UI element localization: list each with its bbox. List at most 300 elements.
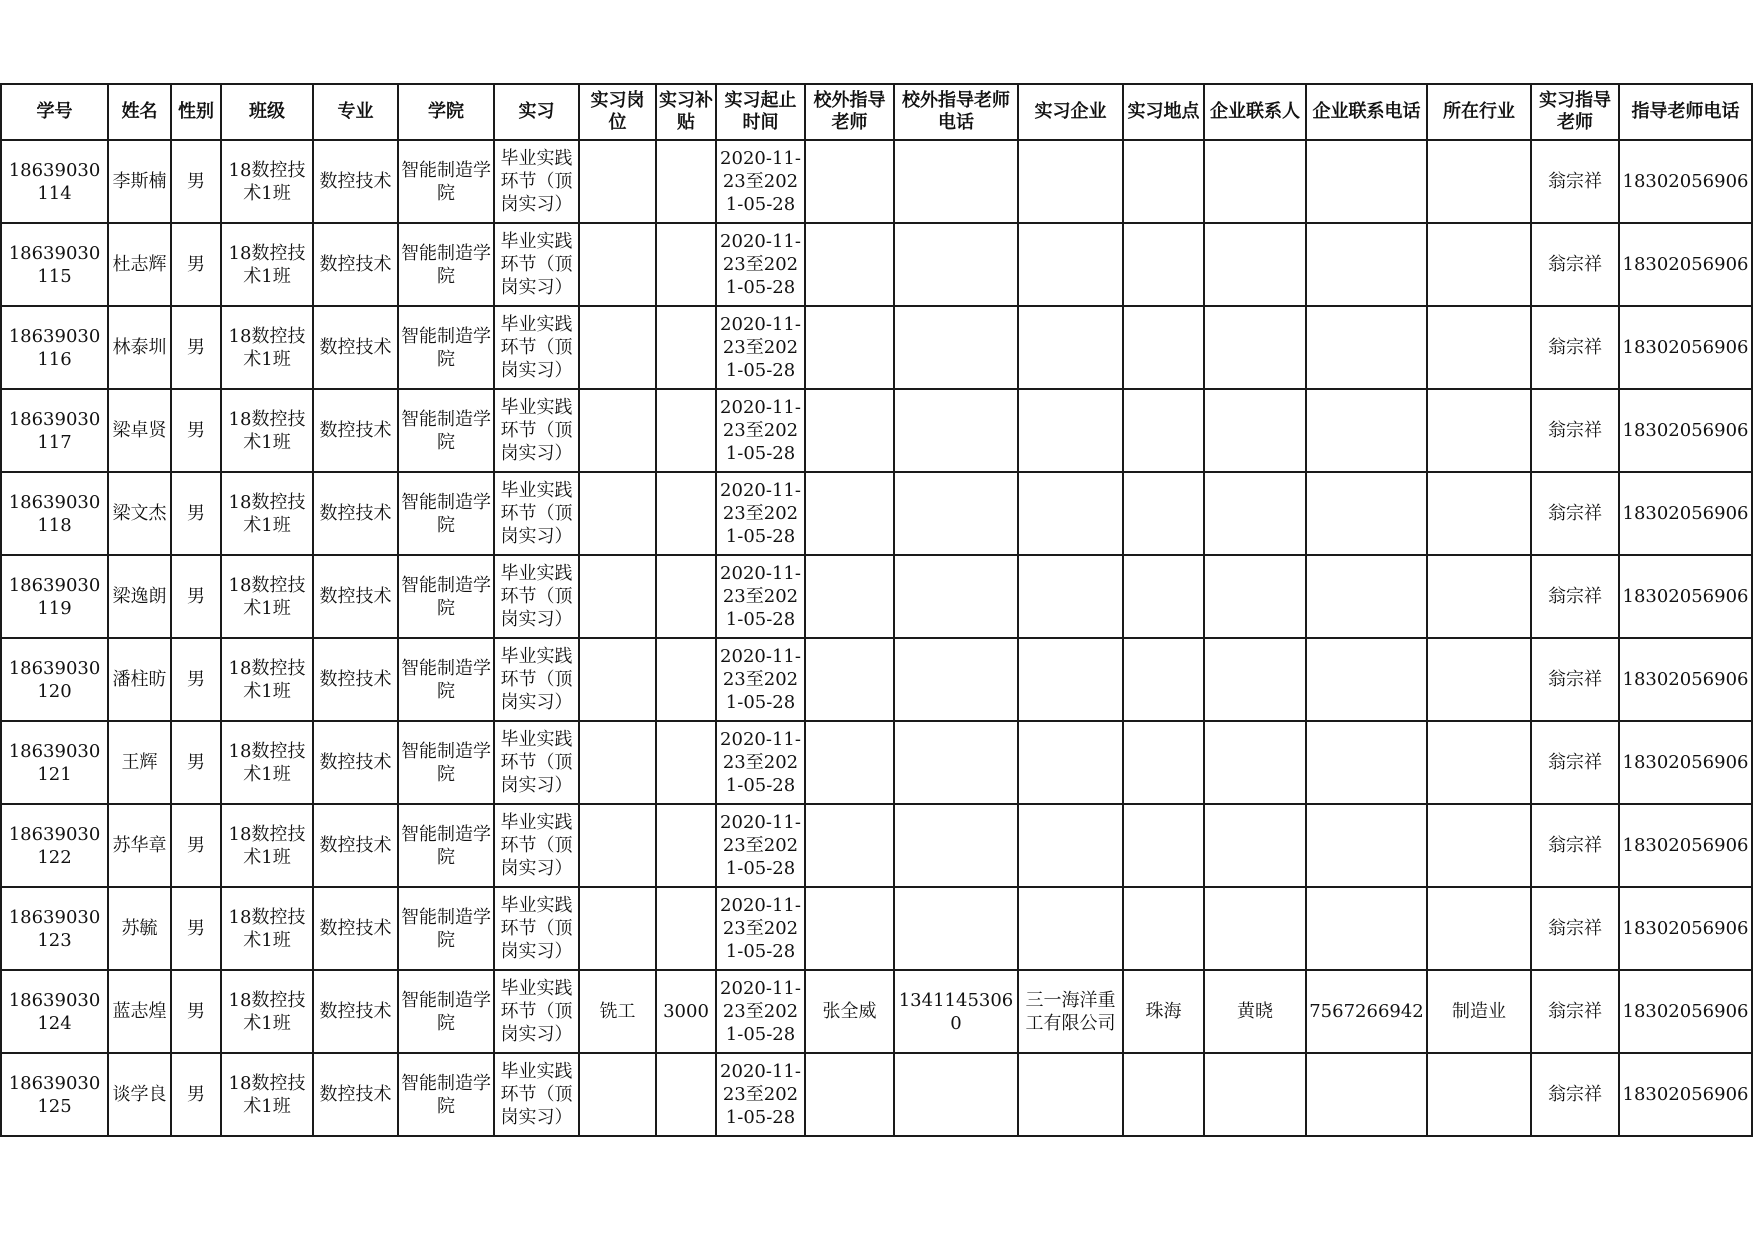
cell-text: 18302056906 — [1622, 171, 1749, 192]
table-header — [1, 84, 1752, 140]
table-cell — [1306, 389, 1427, 472]
table-cell — [1, 555, 108, 638]
cell-text: 2020-11-23至2021-05-28 — [720, 148, 801, 215]
cell-text: 18639030116 — [8, 325, 101, 370]
cell-text: 3000 — [663, 1001, 709, 1022]
table-cell — [656, 721, 716, 804]
table-cell — [1018, 721, 1123, 804]
table-cell — [1, 638, 108, 721]
cell-text: 18639030120 — [8, 657, 101, 702]
table-cell — [1619, 223, 1752, 306]
cell-text: 2020-11-23至2021-05-28 — [720, 812, 801, 879]
cell-text: 三一海洋重工有限公司 — [1025, 989, 1116, 1034]
table-cell — [494, 306, 579, 389]
table-cell — [1123, 306, 1204, 389]
table-cell — [1427, 223, 1531, 306]
cell-text: 数控技术 — [319, 835, 392, 856]
cell-text: 2020-11-23至2021-05-28 — [720, 978, 801, 1045]
cell-text: 2020-11-23至2021-05-28 — [720, 397, 801, 464]
table-cell — [221, 555, 313, 638]
table-body — [1, 140, 1752, 1136]
table-cell — [579, 140, 656, 223]
cell-text: 智能制造学院 — [401, 989, 491, 1034]
table-cell — [313, 472, 398, 555]
table-cell — [894, 140, 1018, 223]
cell-text: 男 — [187, 586, 205, 607]
table-cell — [1, 389, 108, 472]
cell-text: 翁宗祥 — [1548, 586, 1602, 607]
cell-text: 数控技术 — [319, 918, 392, 939]
cell-text: 18数控技术1班 — [228, 657, 306, 702]
table-row — [1, 1053, 1752, 1136]
table-cell — [1306, 555, 1427, 638]
table-cell — [171, 638, 221, 721]
table-cell — [1018, 1053, 1123, 1136]
table-cell — [1531, 306, 1619, 389]
table-cell — [494, 140, 579, 223]
table-cell — [313, 555, 398, 638]
table-cell — [108, 887, 171, 970]
table-cell — [1, 306, 108, 389]
table-row — [1, 389, 1752, 472]
cell-text: 杜志辉 — [112, 254, 167, 275]
table-cell — [1427, 887, 1531, 970]
table-cell — [656, 970, 716, 1053]
table-cell — [1531, 970, 1619, 1053]
table-cell — [716, 472, 805, 555]
table-cell — [1306, 140, 1427, 223]
cell-text: 18302056906 — [1622, 337, 1749, 358]
cell-text: 毕业实践环节（顶岗实习） — [500, 729, 573, 796]
table-cell — [221, 1053, 313, 1136]
table-cell — [313, 140, 398, 223]
table-cell — [221, 306, 313, 389]
table-cell — [805, 223, 894, 306]
cell-text: 智能制造学院 — [401, 408, 491, 453]
cell-text: 男 — [187, 254, 205, 275]
table-cell — [805, 804, 894, 887]
table-cell — [716, 140, 805, 223]
table-cell — [108, 970, 171, 1053]
table-cell — [398, 638, 494, 721]
table-cell — [894, 306, 1018, 389]
table-cell — [313, 1053, 398, 1136]
cell-text: 数控技术 — [319, 1084, 392, 1105]
cell-text: 智能制造学院 — [401, 325, 491, 370]
table-cell — [1619, 970, 1752, 1053]
table-cell — [171, 389, 221, 472]
table-cell — [494, 721, 579, 804]
cell-text: 18639030125 — [8, 1072, 101, 1117]
cell-text: 18数控技术1班 — [228, 159, 306, 204]
table-cell — [656, 389, 716, 472]
table-cell — [1619, 638, 1752, 721]
table-cell — [1531, 887, 1619, 970]
table-cell — [398, 970, 494, 1053]
table-cell — [108, 721, 171, 804]
table-cell — [171, 804, 221, 887]
table-cell — [1, 223, 108, 306]
table-cell — [1018, 638, 1123, 721]
column-header: 实习补贴 — [656, 84, 716, 140]
table-cell — [1427, 804, 1531, 887]
table-cell — [1306, 472, 1427, 555]
cell-text: 18302056906 — [1622, 586, 1749, 607]
cell-text: 18数控技术1班 — [228, 491, 306, 536]
cell-text: 2020-11-23至2021-05-28 — [720, 563, 801, 630]
cell-text: 18302056906 — [1622, 752, 1749, 773]
table-cell — [894, 970, 1018, 1053]
column-header: 指导老师电话 — [1619, 84, 1752, 140]
cell-text: 数控技术 — [319, 586, 392, 607]
table-cell — [1204, 223, 1306, 306]
table-cell — [1619, 140, 1752, 223]
table-cell — [398, 721, 494, 804]
table-cell — [108, 306, 171, 389]
column-header: 班级 — [221, 84, 313, 140]
table-cell — [1531, 1053, 1619, 1136]
table-cell — [1531, 721, 1619, 804]
cell-text: 智能制造学院 — [401, 657, 491, 702]
cell-text: 李斯楠 — [112, 171, 167, 192]
cell-text: 2020-11-23至2021-05-28 — [720, 231, 801, 298]
table-cell — [171, 1053, 221, 1136]
cell-text: 18302056906 — [1622, 669, 1749, 690]
table-cell — [894, 389, 1018, 472]
cell-text: 毕业实践环节（顶岗实习） — [500, 646, 573, 713]
cell-text: 18302056906 — [1622, 918, 1749, 939]
cell-text: 毕业实践环节（顶岗实习） — [500, 895, 573, 962]
cell-text: 智能制造学院 — [401, 491, 491, 536]
table-cell — [313, 804, 398, 887]
table-cell — [494, 887, 579, 970]
cell-text: 王辉 — [121, 752, 158, 773]
table-cell — [805, 306, 894, 389]
cell-text: 数控技术 — [319, 337, 392, 358]
cell-text: 智能制造学院 — [401, 823, 491, 868]
table-cell — [1427, 638, 1531, 721]
table-cell — [579, 721, 656, 804]
cell-text: 张全威 — [822, 1001, 877, 1022]
table-cell — [171, 887, 221, 970]
cell-text: 数控技术 — [319, 503, 392, 524]
cell-text: 男 — [187, 1084, 205, 1105]
table-cell — [716, 638, 805, 721]
cell-text: 毕业实践环节（顶岗实习） — [500, 480, 573, 547]
table-row — [1, 887, 1752, 970]
table-cell — [805, 1053, 894, 1136]
table-cell — [1619, 472, 1752, 555]
column-header: 实习起止时间 — [716, 84, 805, 140]
cell-text: 苏华章 — [112, 835, 167, 856]
table-cell — [494, 1053, 579, 1136]
cell-text: 毕业实践环节（顶岗实习） — [500, 397, 573, 464]
table-row — [1, 721, 1752, 804]
cell-text: 2020-11-23至2021-05-28 — [720, 729, 801, 796]
column-header: 实习岗位 — [579, 84, 656, 140]
table-cell — [1531, 140, 1619, 223]
table-cell — [579, 389, 656, 472]
column-header: 姓名 — [108, 84, 171, 140]
table-cell — [656, 140, 716, 223]
table-row — [1, 970, 1752, 1053]
cell-text: 18639030121 — [8, 740, 101, 785]
table-cell — [1619, 389, 1752, 472]
cell-text: 18302056906 — [1622, 503, 1749, 524]
cell-text: 18数控技术1班 — [228, 1072, 306, 1117]
table-cell — [221, 389, 313, 472]
cell-text: 18639030123 — [8, 906, 101, 951]
cell-text: 2020-11-23至2021-05-28 — [720, 314, 801, 381]
table-cell — [894, 223, 1018, 306]
table-row — [1, 472, 1752, 555]
cell-text: 翁宗祥 — [1548, 254, 1602, 275]
table-cell — [221, 970, 313, 1053]
cell-text: 翁宗祥 — [1548, 835, 1602, 856]
table-cell — [221, 804, 313, 887]
table-cell — [1018, 970, 1123, 1053]
table-cell — [894, 472, 1018, 555]
table-cell — [313, 887, 398, 970]
table-cell — [1, 887, 108, 970]
table-cell — [494, 555, 579, 638]
table-row — [1, 804, 1752, 887]
cell-text: 18639030124 — [8, 989, 101, 1034]
cell-text: 男 — [187, 669, 205, 690]
cell-text: 数控技术 — [319, 752, 392, 773]
cell-text: 毕业实践环节（顶岗实习） — [500, 148, 573, 215]
table-cell — [398, 140, 494, 223]
table-cell — [579, 638, 656, 721]
table-cell — [398, 887, 494, 970]
table-cell — [1204, 1053, 1306, 1136]
table-cell — [716, 887, 805, 970]
table-cell — [1, 804, 108, 887]
table-cell — [1123, 721, 1204, 804]
table-cell — [398, 804, 494, 887]
table-cell — [1123, 804, 1204, 887]
cell-text: 男 — [187, 752, 205, 773]
cell-text: 智能制造学院 — [401, 574, 491, 619]
column-header: 校外指导老师电话 — [894, 84, 1018, 140]
cell-text: 珠海 — [1145, 1001, 1182, 1022]
table-cell — [494, 472, 579, 555]
table-cell — [1427, 472, 1531, 555]
cell-text: 男 — [187, 918, 205, 939]
table-cell — [108, 223, 171, 306]
table-cell — [171, 140, 221, 223]
cell-text: 18302056906 — [1622, 254, 1749, 275]
cell-text: 18302056906 — [1622, 835, 1749, 856]
table-cell — [805, 389, 894, 472]
table-cell — [108, 638, 171, 721]
table-cell — [805, 140, 894, 223]
table-cell — [1204, 140, 1306, 223]
table-cell — [494, 638, 579, 721]
table-cell — [221, 472, 313, 555]
table-cell — [1018, 223, 1123, 306]
table-cell — [1123, 555, 1204, 638]
table-cell — [1427, 555, 1531, 638]
table-cell — [1306, 1053, 1427, 1136]
cell-text: 18302056906 — [1622, 1001, 1749, 1022]
table-cell — [656, 555, 716, 638]
table-cell — [716, 223, 805, 306]
table-cell — [398, 223, 494, 306]
table-cell — [1123, 887, 1204, 970]
table-cell — [579, 223, 656, 306]
cell-text: 18数控技术1班 — [228, 325, 306, 370]
table-cell — [313, 223, 398, 306]
table-cell — [1204, 804, 1306, 887]
column-header: 实习企业 — [1018, 84, 1123, 140]
column-header: 学号 — [1, 84, 108, 140]
cell-text: 数控技术 — [319, 254, 392, 275]
cell-text: 翁宗祥 — [1548, 752, 1602, 773]
cell-text: 18639030118 — [8, 491, 101, 536]
column-header: 学院 — [398, 84, 494, 140]
cell-text: 男 — [187, 835, 205, 856]
cell-text: 智能制造学院 — [401, 242, 491, 287]
cell-text: 男 — [187, 503, 205, 524]
cell-text: 林泰圳 — [112, 337, 167, 358]
table-cell — [494, 804, 579, 887]
table-cell — [1427, 1053, 1531, 1136]
column-header: 专业 — [313, 84, 398, 140]
cell-text: 智能制造学院 — [401, 740, 491, 785]
table-cell — [1, 721, 108, 804]
cell-text: 黄晓 — [1237, 1001, 1273, 1022]
table-cell — [1531, 389, 1619, 472]
table-cell — [805, 472, 894, 555]
cell-text: 2020-11-23至2021-05-28 — [720, 895, 801, 962]
table-cell — [805, 721, 894, 804]
table-cell — [579, 887, 656, 970]
table-cell — [579, 970, 656, 1053]
cell-text: 翁宗祥 — [1548, 918, 1602, 939]
table-cell — [1123, 1053, 1204, 1136]
table-row — [1, 638, 1752, 721]
table-cell — [894, 555, 1018, 638]
table-cell — [716, 970, 805, 1053]
cell-text: 13411453060 — [898, 989, 1014, 1034]
internship-roster-table — [0, 83, 1753, 1137]
table-cell — [716, 804, 805, 887]
cell-text: 男 — [187, 171, 205, 192]
table-cell — [108, 140, 171, 223]
table-row — [1, 223, 1752, 306]
table-cell — [894, 887, 1018, 970]
cell-text: 18639030117 — [8, 408, 101, 453]
table-cell — [171, 721, 221, 804]
cell-text: 智能制造学院 — [401, 906, 491, 951]
table-cell — [716, 721, 805, 804]
cell-text: 男 — [187, 1001, 205, 1022]
cell-text: 男 — [187, 420, 205, 441]
cell-text: 翁宗祥 — [1548, 669, 1602, 690]
table-cell — [1204, 472, 1306, 555]
table-cell — [1, 970, 108, 1053]
column-header: 实习地点 — [1123, 84, 1204, 140]
table-cell — [1619, 887, 1752, 970]
table-cell — [1619, 555, 1752, 638]
table-cell — [1531, 555, 1619, 638]
table-cell — [108, 389, 171, 472]
table-cell — [894, 721, 1018, 804]
table-cell — [1619, 1053, 1752, 1136]
cell-text: 数控技术 — [319, 171, 392, 192]
table-cell — [579, 555, 656, 638]
table-cell — [1306, 721, 1427, 804]
table-cell — [494, 389, 579, 472]
table-cell — [805, 970, 894, 1053]
table-cell — [1123, 970, 1204, 1053]
cell-text: 2020-11-23至2021-05-28 — [720, 646, 801, 713]
table-cell — [1018, 887, 1123, 970]
cell-text: 18数控技术1班 — [228, 574, 306, 619]
cell-text: 18302056906 — [1622, 1084, 1749, 1105]
table-cell — [1619, 721, 1752, 804]
table-cell — [1123, 472, 1204, 555]
cell-text: 18639030115 — [8, 242, 101, 287]
cell-text: 18302056906 — [1622, 420, 1749, 441]
table-cell — [1306, 638, 1427, 721]
table-cell — [716, 389, 805, 472]
table-cell — [1, 140, 108, 223]
cell-text: 18数控技术1班 — [228, 823, 306, 868]
table-cell — [494, 223, 579, 306]
table-cell — [716, 1053, 805, 1136]
table-cell — [1619, 804, 1752, 887]
table-cell — [894, 1053, 1018, 1136]
cell-text: 毕业实践环节（顶岗实习） — [500, 978, 573, 1045]
table-cell — [1306, 970, 1427, 1053]
table-cell — [1, 1053, 108, 1136]
table-cell — [894, 638, 1018, 721]
table-cell — [656, 472, 716, 555]
cell-text: 18数控技术1班 — [228, 740, 306, 785]
cell-text: 男 — [187, 337, 205, 358]
table-cell — [313, 638, 398, 721]
table-row — [1, 140, 1752, 223]
table-cell — [398, 472, 494, 555]
cell-text: 翁宗祥 — [1548, 1001, 1602, 1022]
table-cell — [221, 140, 313, 223]
cell-text: 翁宗祥 — [1548, 503, 1602, 524]
table-cell — [398, 1053, 494, 1136]
table-cell — [1, 472, 108, 555]
cell-text: 铣工 — [599, 1001, 636, 1022]
table-cell — [398, 306, 494, 389]
table-cell — [171, 223, 221, 306]
table-cell — [1306, 306, 1427, 389]
table-cell — [1306, 223, 1427, 306]
table-cell — [1204, 721, 1306, 804]
cell-text: 蓝志煌 — [112, 1001, 167, 1022]
table-cell — [398, 389, 494, 472]
table-cell — [171, 306, 221, 389]
cell-text: 智能制造学院 — [401, 159, 491, 204]
table-cell — [716, 555, 805, 638]
column-header: 企业联系电话 — [1306, 84, 1427, 140]
table-cell — [1123, 389, 1204, 472]
table-cell — [656, 223, 716, 306]
table-cell — [1306, 804, 1427, 887]
cell-text: 毕业实践环节（顶岗实习） — [500, 1061, 573, 1128]
table-cell — [108, 804, 171, 887]
cell-text: 制造业 — [1452, 1001, 1506, 1022]
table-cell — [1531, 472, 1619, 555]
